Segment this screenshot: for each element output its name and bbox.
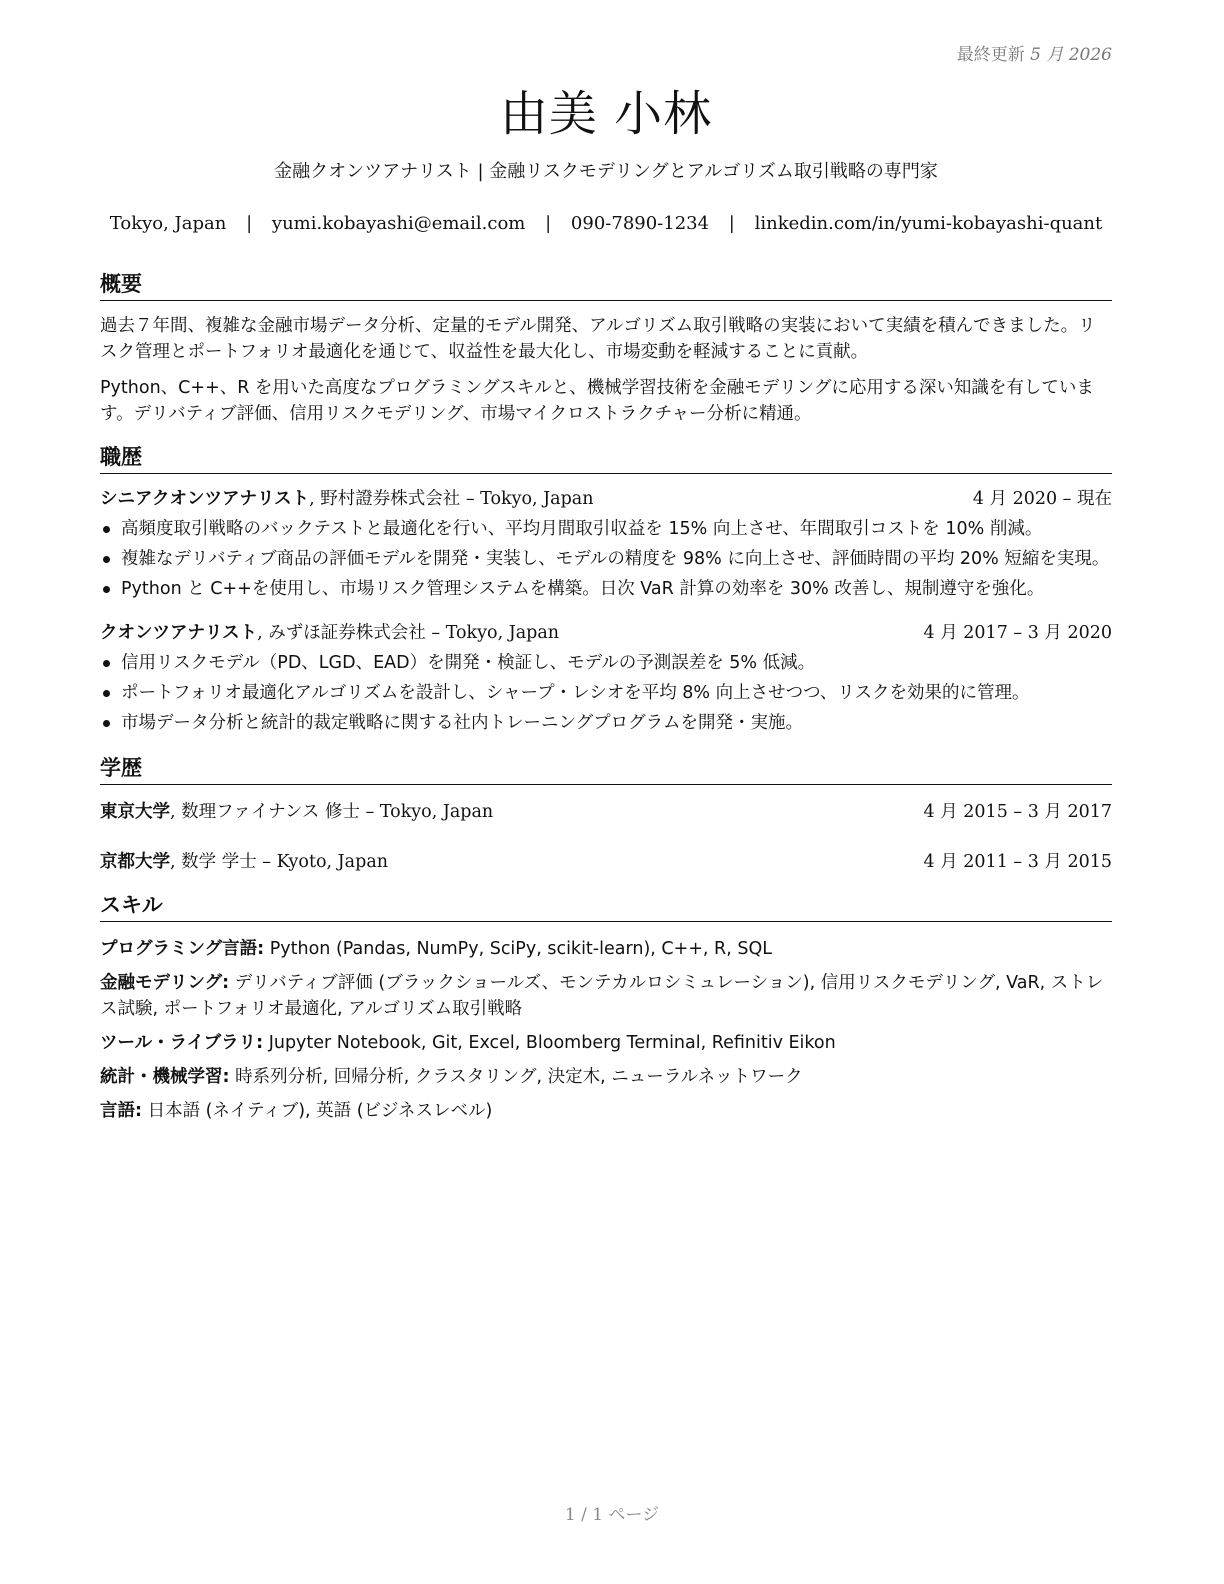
skill-label: 言語: [100, 1101, 135, 1121]
job-bullet: Python と C++を使用し、市場リスク管理システムを構築。日次 VaR 計算の効率を 30% 改善し、規制遵守を強化。: [100, 576, 1112, 602]
job-dates: 4 月 2020 – 現在: [972, 489, 1112, 509]
job-header: シニアクオンツアナリスト, 野村證券株式会社 – Tokyo, Japan 4 月 2020 – 現在: [100, 486, 1112, 512]
contact-linkedin[interactable]: linkedin.com/in/yumi-kobayashi-quant: [754, 213, 1103, 234]
education-dates: 4 月 2015 – 3 月 2017: [923, 802, 1112, 822]
job-title: シニアクオンツアナリスト: [100, 489, 310, 509]
job-company: 野村證券株式会社: [320, 489, 461, 509]
skill-row: ツール・ライブラリ: Jupyter Notebook, Git, Excel, Bloomberg Terminal, Refinitiv Eikon: [100, 1033, 836, 1053]
page-indicator: 1 / 1 ページ: [564, 1505, 660, 1525]
summary-heading: 概要: [100, 270, 1112, 301]
contact-line: [100, 210, 1112, 238]
job-bullet: 信用リスクモデル（PD、LGD、EAD）を開発・検証し、モデルの予測誤差を 5% 低減。: [100, 650, 1112, 676]
skill-row: プログラミング言語: Python (Pandas, NumPy, SciPy, scikit-learn), C++, R, SQL: [100, 939, 772, 959]
skill-value: 日本語 (ネイティブ), 英語 (ビジネスレベル): [147, 1101, 493, 1121]
last-updated-label: 最終更新: [956, 45, 1025, 65]
summary-paragraph: Python、C++、R を用いた高度なプログラミングスキルと、機械学習技術を金融モデリングに応用する深い知識を有しています。デリバティブ評価、信用リスクモデリング、市場マイクロストラクチャー分析に精通。: [100, 378, 1094, 424]
skill-label: ツール・ライブラリ: [100, 1033, 257, 1053]
skill-value: デリバティブ評価 (ブラックショールズ、モンテカルロシミュレーション), 信用リスクモデリング, VaR, ストレス試験, ポートフォリオ最適化, アルゴリズム取引戦略: [100, 973, 1104, 1019]
job-bullet: 高頻度取引戦略のバックテストと最適化を行い、平均月間取引収益を 15% 向上させ、年間取引コストを 10% 削減。: [100, 516, 1112, 542]
skill-row: 金融モデリング: デリバティブ評価 (ブラックショールズ、モンテカルロシミュレーション), 信用リスクモデリング, VaR, ストレス試験, ポートフォリオ最適化, アルゴリズム取引戦略: [100, 973, 1104, 1019]
job-header: クオンツアナリスト, みずほ証券株式会社 – Tokyo, Japan 4 月 2017 – 3 月 2020: [100, 620, 1112, 646]
contact-separator: |: [728, 213, 735, 234]
job-entry: [100, 620, 1112, 736]
resume-page: [100, 40, 1112, 1124]
skill-value: Jupyter Notebook, Git, Excel, Bloomberg Terminal, Refinitiv Eikon: [268, 1033, 836, 1053]
job-bullets: [100, 650, 1112, 736]
skill-row: 言語: 日本語 (ネイティブ), 英語 (ビジネスレベル): [100, 1101, 493, 1121]
skill-label: 金融モデリング: [100, 973, 223, 993]
contact-separator: |: [545, 213, 552, 234]
job-bullet: 市場データ分析と統計的裁定戦略に関する社内トレーニングプログラムを開発・実施。: [100, 710, 1112, 736]
last-updated: [100, 40, 1112, 70]
skill-label: 統計・機械学習: [100, 1067, 223, 1087]
education-school: 京都大学: [100, 852, 170, 872]
contact-separator: |: [246, 213, 253, 234]
contact-phone: 090-7890-1234: [570, 213, 710, 234]
job-dates: 4 月 2017 – 3 月 2020: [923, 623, 1112, 643]
education-dates: 4 月 2011 – 3 月 2015: [923, 852, 1112, 872]
education-entry: 東京大学, 数理ファイナンス 修士 – Tokyo, Japan 4 月 2015 – 3 月 2017: [100, 799, 1112, 825]
job-bullet: 複雑なデリバティブ商品の評価モデルを開発・実装し、モデルの精度を 98% に向上させ、評価時間の平均 20% 短縮を実現。: [100, 546, 1112, 572]
skill-row: 統計・機械学習: 時系列分析, 回帰分析, クラスタリング, 決定木, ニューラルネットワーク: [100, 1067, 803, 1087]
education-location: Kyoto, Japan: [276, 852, 389, 872]
job-company: みずほ証券株式会社: [268, 623, 426, 643]
contact-location: Tokyo, Japan: [109, 213, 227, 234]
contact-email[interactable]: yumi.kobayashi@email.com: [271, 213, 526, 234]
education-entry: 京都大学, 数学 学士 – Kyoto, Japan 4 月 2011 – 3 月 2015: [100, 849, 1112, 875]
education-heading: 学歴: [100, 754, 1112, 785]
job-bullets: [100, 516, 1112, 602]
tagline: 金融クオンツアナリスト | 金融リスクモデリングとアルゴリズム取引戦略の専門家: [274, 161, 938, 182]
job-location: Tokyo, Japan: [445, 623, 560, 643]
last-updated-date: 5 月 2026: [1030, 45, 1112, 65]
summary-paragraph: 過去７年間、複雑な金融市場データ分析、定量的モデル開発、アルゴリズム取引戦略の実装において実績を積んできました。リスク管理とポートフォリオ最適化を通じて、収益性を最大化し、市場変動を軽減することに貢献。: [100, 316, 1096, 362]
skill-value: Python (Pandas, NumPy, SciPy, scikit-learn), C++, R, SQL: [269, 939, 772, 959]
skill-value: 時系列分析, 回帰分析, クラスタリング, 決定木, ニューラルネットワーク: [235, 1067, 803, 1087]
experience-heading: 職歴: [100, 443, 1112, 474]
education-location: Tokyo, Japan: [379, 802, 494, 822]
job-bullet: ポートフォリオ最適化アルゴリズムを設計し、シャープ・レシオを平均 8% 向上させつつ、リスクを効果的に管理。: [100, 680, 1112, 706]
person-name: 由美 小林: [499, 86, 713, 142]
job-title: クオンツアナリスト: [100, 623, 258, 643]
skill-label: プログラミング言語: [100, 939, 258, 959]
education-degree: 数理ファイナンス 修士: [181, 802, 360, 822]
skills-heading: スキル: [100, 891, 1112, 922]
education-school: 東京大学: [100, 802, 170, 822]
job-entry: [100, 486, 1112, 602]
job-location: Tokyo, Japan: [480, 489, 594, 509]
education-degree: 数学 学士: [181, 852, 257, 872]
